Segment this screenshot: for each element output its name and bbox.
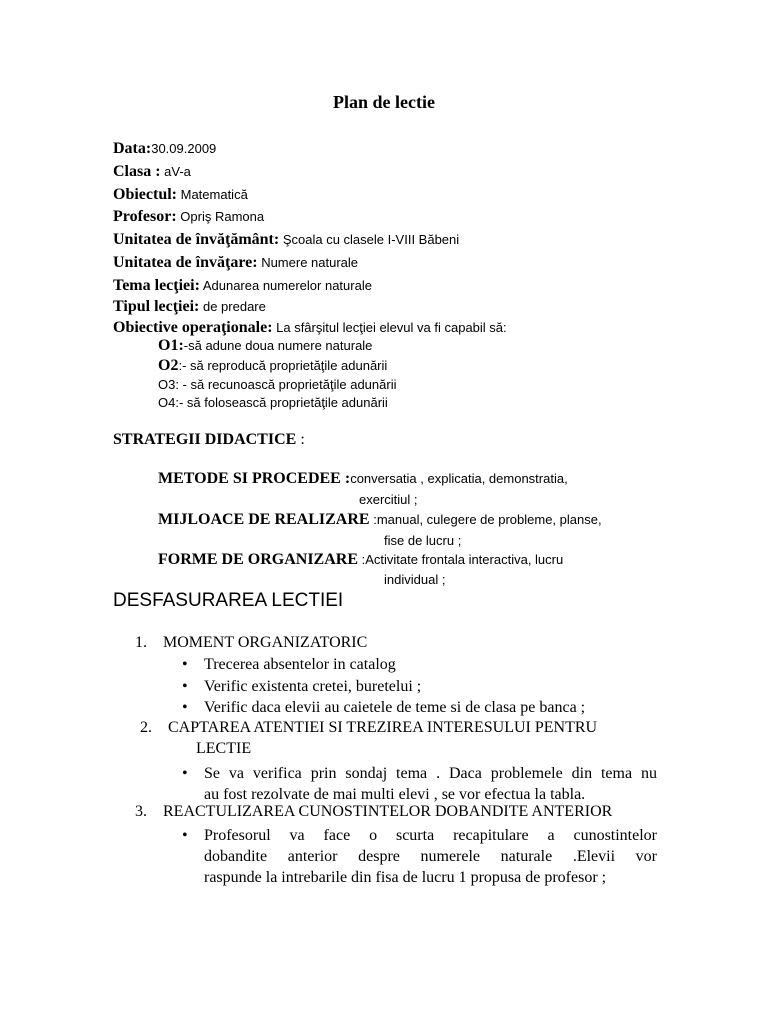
field-tema-lectiei: Tema lecţiei: Adunarea numerelor naturale xyxy=(113,277,372,294)
field-unitatea-invatare: Unitatea de învăţare: Numere naturale xyxy=(113,254,359,271)
section-2-title-line2: LECTIE xyxy=(196,740,252,757)
field-data: Data:30.09.2009 xyxy=(113,140,217,157)
field-tipul-lectiei: Tipul lecţiei: de predare xyxy=(113,298,266,315)
bullet-item: • Trecerea absentelor in catalog xyxy=(182,656,396,673)
bullet-icon: • xyxy=(182,699,188,716)
section-3-paragraph: • Profesorul va face o scurta recapitulare a cunostintelor dobandite anterior despre numerele naturale .Elevii vor raspunde la intrebarile din fisa de lucru 1 propusa de profesor ; xyxy=(182,827,657,886)
bullet-item: • Verific existenta cretei, buretelui ; xyxy=(182,678,422,695)
section-2-title: 2. CAPTAREA ATENTIEI SI TREZIREA INTERESULUI PENTRU xyxy=(140,719,598,736)
strategie-forme-continuation: individual ; xyxy=(384,572,446,587)
strategie-mijloace: MIJLOACE DE REALIZARE :manual, culegere de probleme, planse, xyxy=(158,511,602,528)
bullet-item: • Verific daca elevii au caietele de teme si de clasa pe banca ; xyxy=(182,699,586,716)
objective-o2: O2:- să reproducă proprietăţile adunării xyxy=(158,357,388,374)
strategie-metode: METODE SI PROCEDEE :conversatia , explicatia, demonstratia, xyxy=(158,470,568,487)
section-3-title: 3. REACTULIZAREA CUNOSTINTELOR DOBANDITE ANTERIOR xyxy=(135,803,613,820)
bullet-icon: • xyxy=(182,678,188,695)
bullet-icon: • xyxy=(182,765,188,782)
page-title: Plan de lectie xyxy=(333,92,435,112)
strategie-metode-continuation: exercitiul ; xyxy=(359,492,418,507)
bullet-icon: • xyxy=(182,656,188,673)
bullet-icon: • xyxy=(182,827,188,844)
field-obiective: Obiective operaţionale: La sfârşitul lecţiei elevul va fi capabil să: xyxy=(113,319,507,336)
strategii-heading: STRATEGII DIDACTICE : xyxy=(113,431,305,448)
desfasurarea-heading: DESFASURAREA LECTIEI xyxy=(113,590,344,611)
strategie-mijloace-continuation: fise de lucru ; xyxy=(384,533,462,548)
section-1-title: 1. MOMENT ORGANIZATORIC xyxy=(135,634,368,651)
objective-o4: O4:- să folosească proprietăţile adunării xyxy=(158,395,388,410)
field-unitatea-invatamant: Unitatea de învăţământ: Şcoala cu clasele I-VIII Băbeni xyxy=(113,231,460,248)
section-2-paragraph: • Se va verifica prin sondaj tema . Daca problemele din tema nu au fost rezolvate de mai multi elevi , se vor efectua la tabla. xyxy=(182,765,657,803)
objective-o1: O1:-să adune doua numere naturale xyxy=(158,337,373,354)
strategie-forme: FORME DE ORGANIZARE :Activitate frontala interactiva, lucru xyxy=(158,551,564,568)
field-profesor: Profesor: Opriş Ramona xyxy=(113,208,265,225)
field-obiectul: Obiectul: Matematică xyxy=(113,186,248,203)
objective-o3: O3: - să recunoască proprietăţile adunării xyxy=(158,377,397,392)
field-clasa: Clasa : aV-a xyxy=(113,163,191,180)
